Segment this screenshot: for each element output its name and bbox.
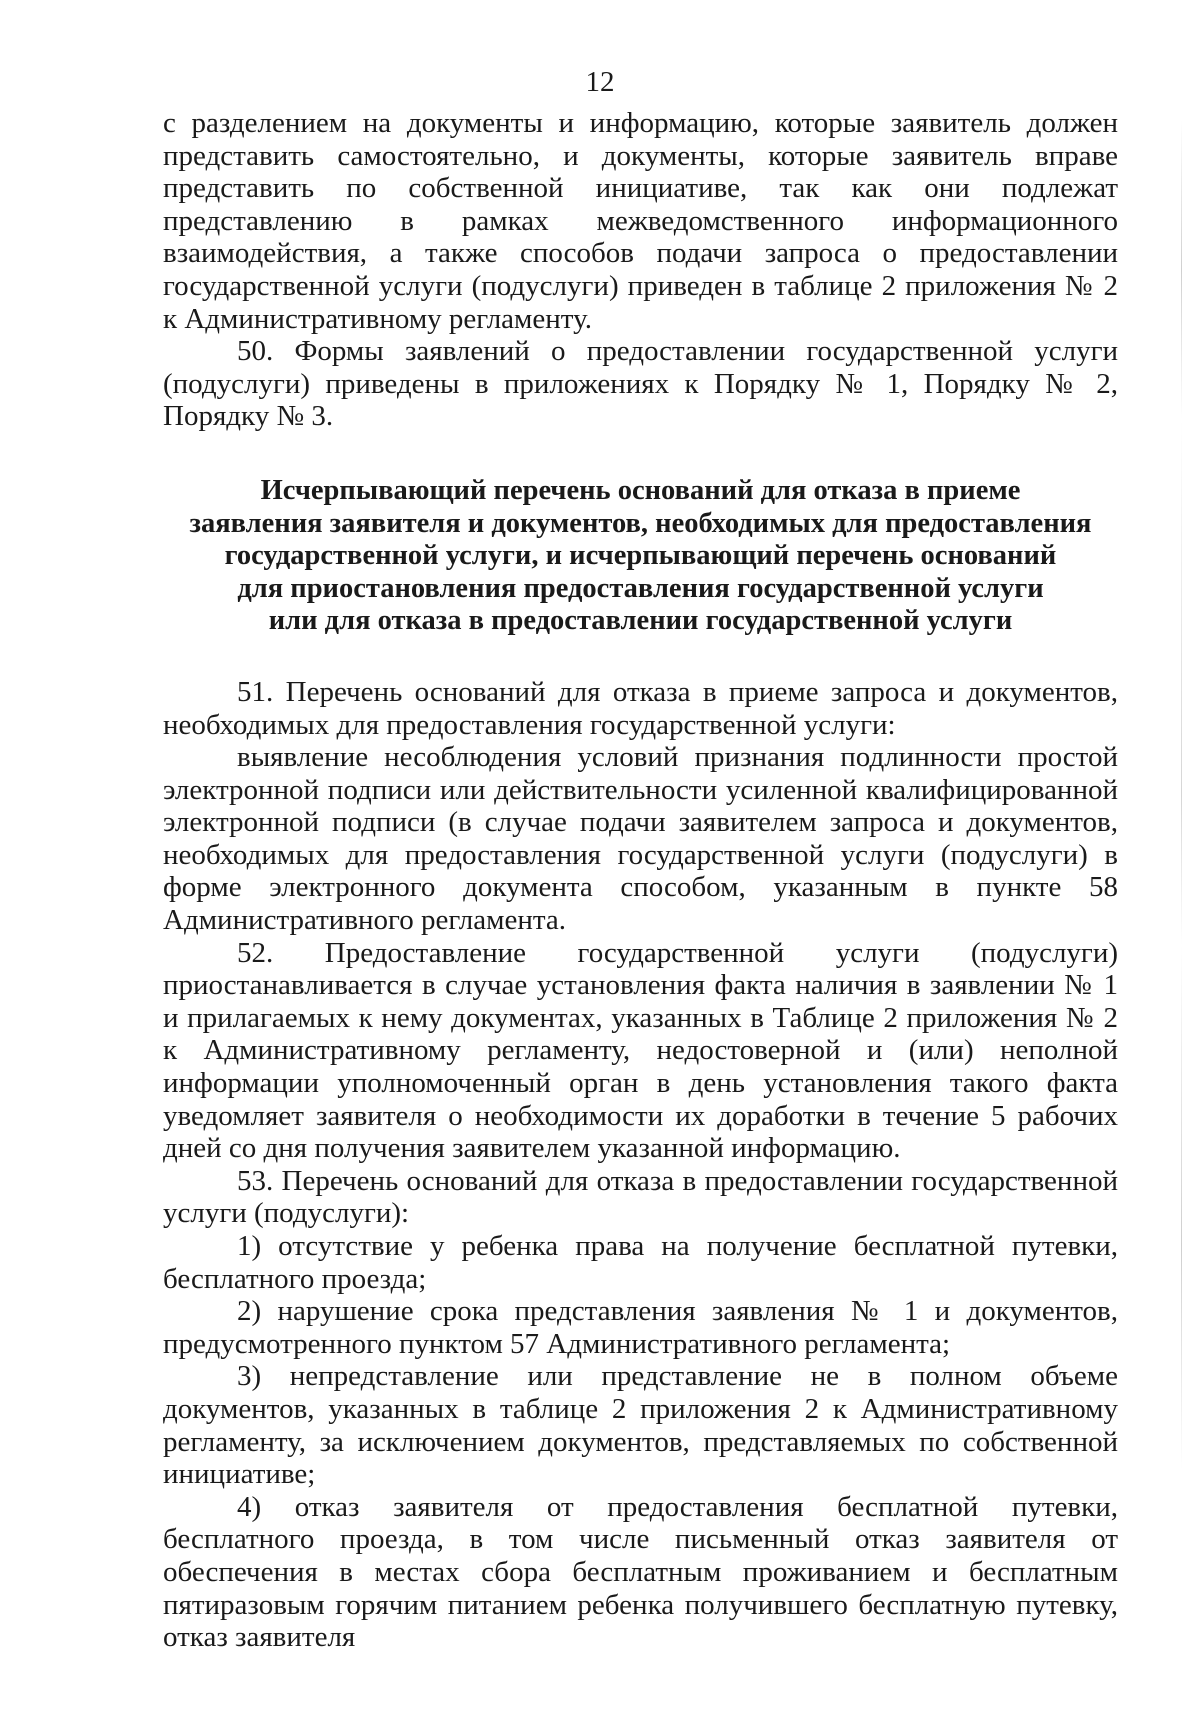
paragraph-51: 51. Перечень оснований для отказа в приеме запроса и документов, необходимых для предоставления государственной услуги: bbox=[163, 675, 1118, 741]
list-item-4: 4) отказ заявителя от предоставления бесплатной путевки, бесплатного проезда, в том числе письменный отказ заявителя от обеспечения в местах сбора бесплатным проживанием и бесплатным пятиразовым горячим питанием ребенка получившего бесплатную путевку, отказ заявителя bbox=[163, 1490, 1118, 1654]
heading-line: Исчерпывающий перечень оснований для отказа в приеме bbox=[260, 474, 1021, 506]
page-number: 12 bbox=[585, 66, 615, 98]
paragraph-50: 50. Формы заявлений о предоставлении государственной услуги (подуслуги) приведены в приложениях к Порядку № 1, Порядку № 2, Порядку № 3. bbox=[163, 335, 1118, 433]
paragraph-52: 52. Предоставление государственной услуги (подуслуги) приостанавливается в случае установления факта наличия в заявлении № 1 и прилагаемых к нему документах, указанных в Таблице 2 приложения № 2 к Административному регламенту, недостоверной и (или) неполной информации уполномоченный орган в день установления такого факта уведомляет заявителя о необходимости их доработки в течение 5 рабочих дней со дня получения заявителем указанной информацию. bbox=[163, 936, 1118, 1165]
heading-line: для приостановления предоставления государственной услуги bbox=[237, 572, 1044, 604]
heading-line: государственной услуги, и исчерпывающий перечень оснований bbox=[224, 540, 1057, 572]
list-item-2: 2) нарушение срока представления заявления № 1 и документов, предусмотренного пунктом 57 Административного регламента; bbox=[163, 1295, 1118, 1360]
list-item-3: 3) непредставление или представление не в полном объеме документов, указанных в таблице 2 приложения 2 к Административному регламенту, за исключением документов, представляемых по собственной инициативе; bbox=[163, 1360, 1118, 1491]
scan-edge-line bbox=[1181, 120, 1182, 1620]
section-heading bbox=[163, 475, 1118, 638]
paragraph-53: 53. Перечень оснований для отказа в предоставлении государственной услуги (подуслуги): bbox=[163, 1164, 1118, 1230]
paragraph-51-item: выявление несоблюдения условий признания подлинности простой электронной подписи или действительности усиленной квалифицированной электронной подписи (в случае подачи заявителем запроса и документов, необходимых для предоставления государственной услуги (подуслуги) в форме электронного документа способом, указанным в пункте 58 Административного регламента. bbox=[163, 741, 1118, 937]
paragraph-continuation: с разделением на документы и информацию, которые заявитель должен представить самостоятельно, и документы, которые заявитель вправе представить по собственной инициативе, так как они подлежат представлению в рамках межведомственного информационного взаимодействия, а также способов подачи запроса о предоставлении государственной услуги (подуслуги) приведен в таблице 2 приложения № 2 к Административному регламенту. bbox=[163, 107, 1118, 335]
document-body bbox=[163, 107, 1118, 1654]
heading-line: заявления заявителя и документов, необходимых для предоставления bbox=[189, 507, 1092, 539]
list-item-1: 1) отсутствие у ребенка права на получение бесплатной путевки, бесплатного проезда; bbox=[163, 1230, 1118, 1295]
heading-line: или для отказа в предоставлении государственной услуги bbox=[268, 605, 1013, 637]
